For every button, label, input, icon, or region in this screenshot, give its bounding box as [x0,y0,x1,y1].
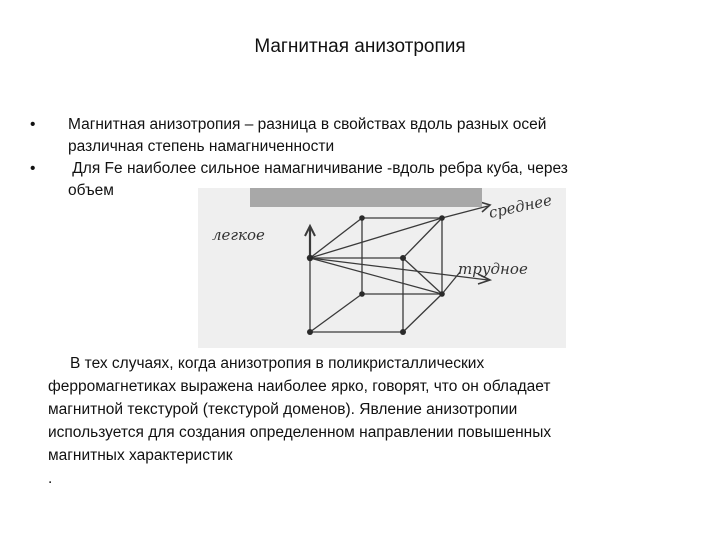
paragraph-line: . [48,470,53,487]
cube-vertex [359,291,365,297]
easy-label: легкое [212,226,265,244]
cube-vertex [439,215,445,221]
medium-arrow [442,206,488,218]
bullet-item [30,114,670,158]
paragraph-line: В тех случаях, когда анизотропия в поликристаллических [70,355,485,372]
cube-figure [198,188,566,348]
cube-edge [310,218,362,258]
bullet-text-line: Для Fe наиболее сильное намагничивание -вдоль ребра куба, через [68,160,568,177]
cube-front-face [310,258,403,332]
paragraph-line: ферромагнетиках выражена наиболее ярко, говорят, что он обладает [48,378,551,395]
paragraph-line: используется для создания определенном направлении повышенных [48,424,552,441]
cube-vertex [307,329,313,335]
medium-label: среднее [487,190,554,222]
paragraph-line: магнитных характеристик [48,447,233,464]
bullet-marker: • [30,116,36,133]
cube-vertex [439,291,445,297]
cube-edge [403,294,442,332]
cube-diagram [198,188,566,348]
cube-vertex [307,255,313,261]
cube-vertex [400,329,406,335]
paragraph-line: магнитной текстурой (текстурой доменов). Явление анизотропии [48,401,518,418]
cube-vertex [359,215,365,221]
slide-title: Магнитная анизотропия [254,36,466,57]
hard-label: трудное [458,260,528,278]
bullet-text-line: различная степень намагниченности [68,138,335,155]
bullet-text-line: объем [68,182,114,199]
cube-edge [310,294,362,332]
redaction-bar [250,188,482,207]
cube-vertex [400,255,406,261]
bullet-marker: • [30,160,36,177]
bullet-text-line: Магнитная анизотропия – разница в свойствах вдоль разных осей [68,116,547,133]
body-paragraph [48,352,668,490]
